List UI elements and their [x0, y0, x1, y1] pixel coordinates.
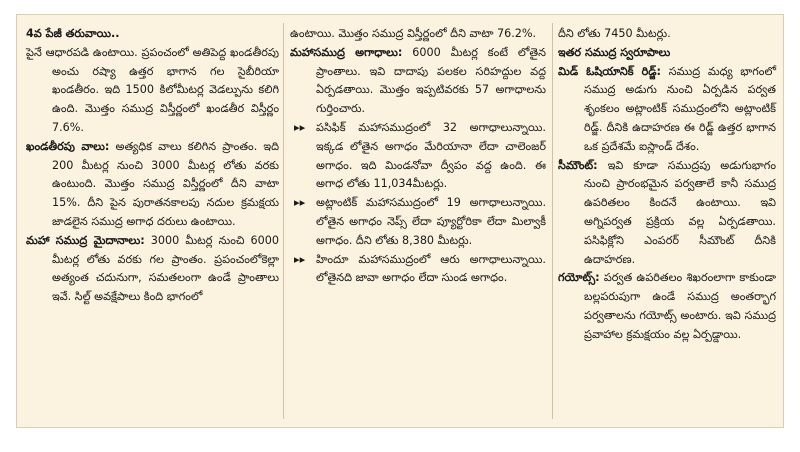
bullet-text: పసిఫిక్ మహాసముద్రంలో 32 అగాధాలున్నాయి. ఇక్కడ లోతైన అగాధం మేరియానా లేదా చాలెంజర్ అగాధం. ఇది మిండనోవా ద్వీపం వద్ద ఉంది. ఈ అగాధ లోతు 11,034మీటర్లు. — [316, 120, 546, 191]
paragraph-text: అత్యధిక వాలు కలిగిన ప్రాంతం. ఇది 200 మీటర్ల నుంచి 3000 మీటర్ల లోతు వరకు ఉంటుంది. మొత్తం సముద్ర విస్తీర్ణంలో దీని వాటా 15%. దీని పైన పురాతనకాలపు నదుల క్రమక్షయ జాడలైన సముద్ర అగాధ దరులు ఉంటాయి. — [52, 139, 280, 228]
paragraph-text: పర్వత ఉపరితలం శిఖరంలాగా కాకుండా బల్లపరుపుగా ఉండే సముద్ర అంతర్భాగ పర్వతాలను గయోట్స్ అంటారు. ఇవి సముద్ర ప్రవాహాల క్రమక్షయం వల్ల ఏర్పడ్డాయి. — [584, 271, 777, 341]
paragraph-text: 3000 మీటర్ల నుంచి 6000 మీటర్ల లోతు వరకు గల ప్రాంతం. ప్రపంచంలోకెల్లా అత్యంత చదునుగా, సమతలంగా ఉండే ప్రాంతాలు ఇవే. సిల్ట్ అవక్షేపాలు కింది భాగంలో — [52, 233, 280, 304]
paragraph-text: 6000 మీటర్ల కంటే లోతైన ప్రాంతాలు. ఇవి దాదాపు పలకల సరిహద్దుల వద్ద ఏర్పడతాయి. మొత్తం ఇప్పటివరకు 57 అగాధాలను గుర్తించారు. — [316, 45, 546, 116]
arrow-bullet-icon: ▸▸ — [294, 252, 306, 266]
guyot-paragraph — [558, 269, 776, 344]
arrow-bullet-icon: ▸▸ — [294, 196, 306, 210]
paragraph-text: ఇవి కూడా సముద్రపు అడుగుభాగం నుంచి ప్రారంభమైన పర్వతాలే కానీ సముద్ర ఉపరితలం కిందనే ఉంటాయి. ఇవి అగ్నిపర్వత ప్రక్రియ వల్ల ఏర్పడతాయి. పసిఫిక్లోని ఎంపరర్ సీమౌంట్ దీనికి ఉదాహరణ. — [584, 158, 776, 266]
seamount-paragraph — [558, 157, 776, 270]
continental-shelf-paragraph — [26, 44, 279, 138]
column-divider — [552, 23, 553, 419]
continued-paragraph — [558, 25, 776, 44]
column-2 — [290, 25, 546, 421]
pacific-deeps-item — [290, 119, 546, 194]
arrow-bullet-icon: ▸▸ — [294, 120, 306, 134]
bullet-text: అట్లాంటిక్ మహాసముద్రంలో 19 అగాధాలున్నాయి. లోతైన అగాధం నెప్స్ లేదా ప్యూర్టోరికా లేదా మిల్వాకీ అగాధం. దీని లోతు 8,380 మీటర్లు. — [316, 196, 546, 247]
bullet-text: హిందూ మహాసముద్రంలో ఆరు అగాధాలున్నాయి. లోతైనది జావా అగాధం లేదా సుండ అగాధం. — [316, 252, 546, 285]
paragraph-text: ఉంటాయి. మొత్తం సముద్ర విస్తీర్ణంలో దీని వాటా 76.2%. — [290, 27, 537, 40]
term-heading: మహాసముద్ర అగాధాలు: — [290, 45, 403, 59]
term-heading: సీమౌంట్: — [558, 158, 598, 172]
article-panel — [16, 14, 784, 428]
column-divider — [283, 23, 284, 419]
section-heading: ఇతర సముద్ర స్వరూపాలు — [558, 45, 671, 59]
indian-deeps-item — [290, 251, 546, 289]
term-heading: గయోట్స్: — [558, 271, 600, 285]
continental-slope-paragraph — [26, 138, 279, 232]
ocean-deeps-paragraph — [290, 44, 546, 119]
paragraph-text: దీని లోతు 7450 మీటర్లు. — [558, 27, 671, 40]
atlantic-deeps-item — [290, 194, 546, 250]
paragraph-text: సముద్ర మధ్య భాగంలో సముద్ర అడుగు నుంచి ఏర్పడిన పర్వత శృంకలం అట్లాంటిక్ సముద్రంలోని అట్లాంటిక్ రిడ్జ్. దీనికి ఉదాహరణ ఈ రిడ్జ్ ఉత్తర భాగాన ఒక ప్రదేశమే ఐస్లాండ్ దేశం. — [584, 64, 776, 153]
paragraph-text: పైనే ఆధారపడి ఉంటాయి. ప్రపంచంలో అతిపెద్ద ఖండతీరపు అంచు రష్యా ఉత్తర భాగాన గల సైబీరియా ఖండతీరం. ఇది 1500 కిలోమీటర్ల వెడల్పును కలిగి ఉంది. మొత్తం సముద్ర విస్తీర్ణంలో ఖండతీర విస్తీర్ణం 7.6%. — [26, 45, 279, 134]
column-3 — [558, 25, 776, 421]
continued-paragraph — [290, 25, 546, 44]
continued-marker: 4వ పేజీ తరువాయి.. — [26, 27, 120, 40]
term-heading: ఖండతీరపు వాలు: — [26, 139, 110, 153]
term-heading: మిడ్ ఓషియానిక్ రిడ్జ్: — [558, 64, 662, 78]
term-heading: మహా సముద్ర మైదానాలు: — [26, 233, 145, 247]
mid-ocean-ridge-paragraph — [558, 63, 776, 157]
ocean-plains-paragraph — [26, 232, 279, 307]
column-1 — [26, 25, 279, 421]
